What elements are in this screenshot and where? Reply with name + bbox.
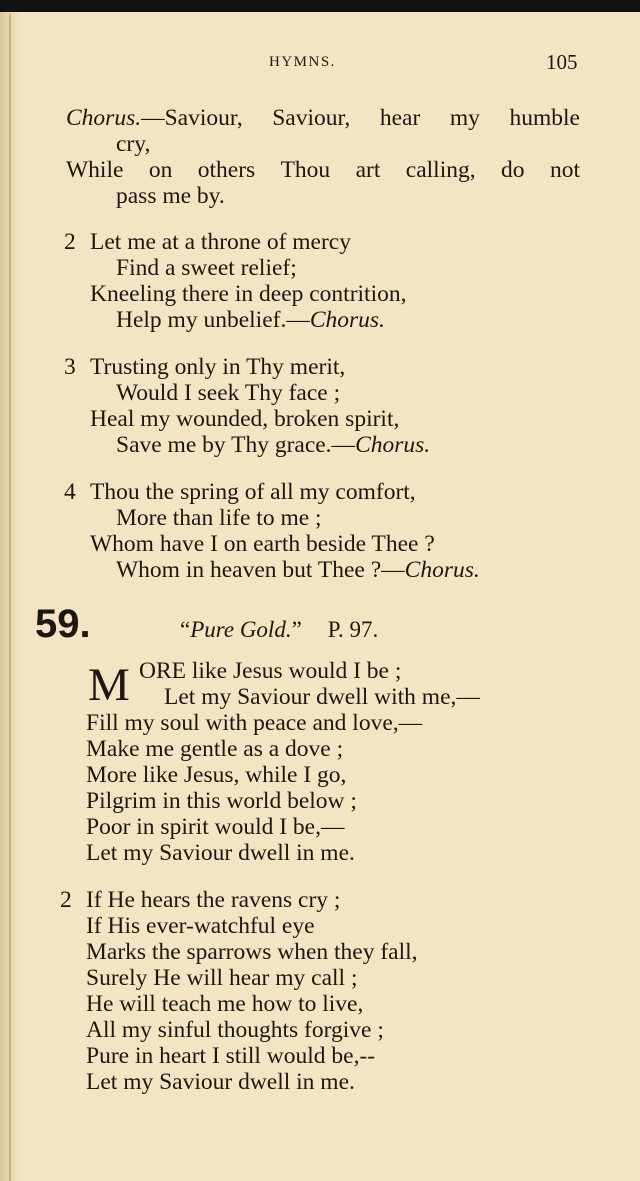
chorus-lead [66,105,243,131]
chorus-word: do [501,157,525,183]
verse-line: If He hears the ravens cry ; [86,887,341,913]
running-header: HYMNS. [269,54,336,70]
chorus-word: others [197,157,256,183]
verse-line: Thou the spring of all my comfort, [90,479,416,505]
verse-line: Marks the sparrows when they fall, [86,939,418,965]
chorus-line-2-cont: pass me by. [116,183,225,209]
chorus-line-2 [66,157,580,183]
hymn-number: 59. [35,602,91,646]
hymn-title [180,617,378,643]
verse-number: 3 [64,354,76,380]
chorus-word: Saviour, [272,105,351,131]
tune-reference: P. 97. [327,617,379,642]
verse-line: Pure in heart I still would be,-- [86,1043,376,1069]
verse-line: Poor in spirit would I be,— [86,814,345,840]
verse-line: Let my Saviour dwell in me. [86,840,355,866]
verse-line: Heal my wounded, broken spirit, [90,406,400,432]
verse-line: Trusting only in Thy merit, [90,354,346,380]
verse-number: 4 [64,479,76,505]
verse-line: If His ever-watchful eye [86,913,315,939]
chorus-word: calling, [405,157,476,183]
verse-line: ORE like Jesus would I be ; [139,658,402,684]
verse-line: Would I seek Thy face ; [116,380,341,406]
chorus-word: Saviour, [164,105,243,131]
verse-line: Find a sweet relief; [116,255,297,281]
chorus-word: art [355,157,381,183]
verse-line [116,307,385,333]
chorus-line-1-cont: cry, [116,131,151,157]
verse-line-text: Save me by Thy grace.— [116,432,356,458]
title-text: Pure Gold. [190,617,292,642]
page-number: 105 [546,50,578,74]
verse-line: Let my Saviour dwell in me. [86,1069,355,1095]
verse-line-text: Whom in heaven but Thee ?— [116,557,405,583]
verse-line: All my sinful thoughts forgive ; [86,1017,384,1043]
verse-line: Kneeling there in deep contrition, [90,281,407,307]
verse-line: Surely He will hear my call ; [86,965,358,991]
verse-line: Let me at a throne of mercy [90,229,351,255]
drop-cap: M [88,659,130,711]
chorus-dash: — [141,105,165,131]
verse-line-text: Help my unbelief.— [116,307,310,333]
verse-number: 2 [60,887,72,913]
verse-line [116,557,480,583]
verse-line: Let my Saviour dwell with me,— [164,684,480,710]
verse-number: 2 [64,229,76,255]
chorus-ref: Chorus. [309,307,385,333]
verse-line: He will teach me how to live, [86,991,364,1017]
title-open-quote: “ [180,617,191,642]
verse-line [116,432,430,458]
chorus-word: on [148,157,173,183]
verse-line: Pilgrim in this world below ; [86,788,357,814]
chorus-word: While [66,157,124,183]
chorus-word: humble [509,105,580,131]
title-close-quote: ” [291,617,302,642]
chorus-line-2-words [66,157,580,183]
verse-line: Make me gentle as a dove ; [86,736,344,762]
chorus-word: hear [379,105,421,131]
chorus-word: my [449,105,480,131]
chorus-line-1 [66,105,580,131]
chorus-line-1-words [66,105,580,131]
chorus-word: Thou [280,157,331,183]
verse-line: Fill my soul with peace and love,— [86,710,423,736]
chorus-label: Chorus. [66,105,142,131]
chorus-word: not [549,157,580,183]
chorus-ref: Chorus. [404,557,480,583]
chorus-ref: Chorus. [355,432,431,458]
verse-line: More like Jesus, while I go, [86,762,347,788]
verse-line: More than life to me ; [116,505,322,531]
verse-line: Whom have I on earth beside Thee ? [90,531,435,557]
